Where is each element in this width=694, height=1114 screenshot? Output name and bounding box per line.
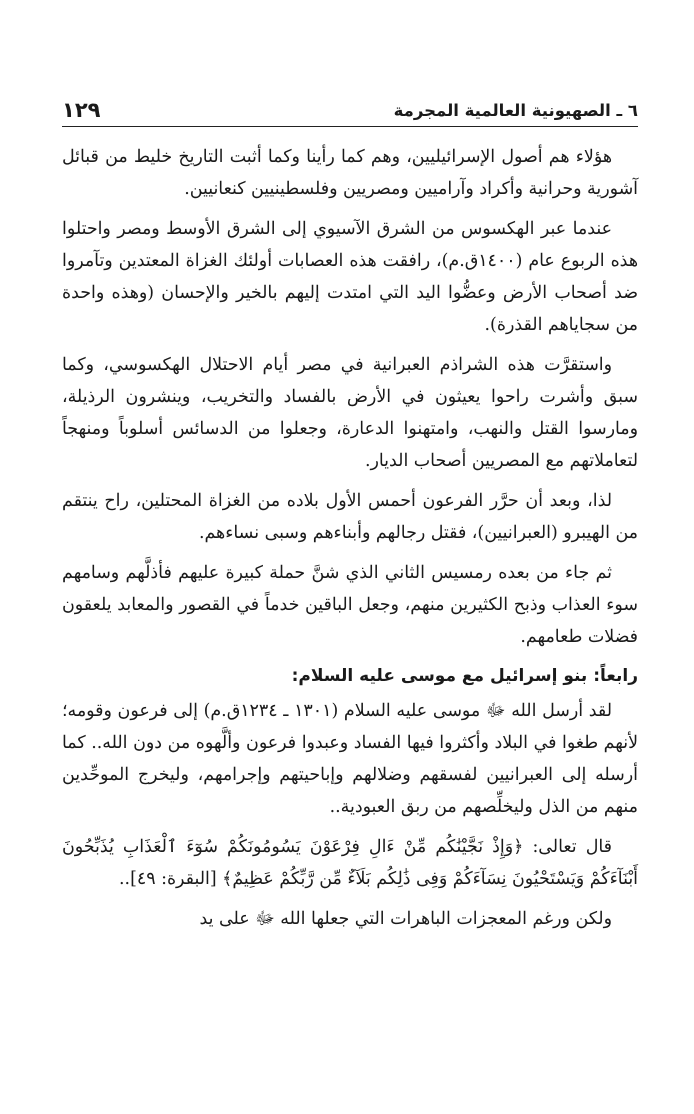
- section-paragraph: لقد أرسل الله ﷻ موسى عليه السلام (١٣٠١ ـ ١٢٣٤ق.م) إلى فرعون وقومه؛ لأنهم طغوا في البلاد وأكثروا فيها الفساد وعبدوا فرعون وألَّهوه من دون الله.. كما أرسله إلى العبرانيين لفسقهم وضلالهم وإباحيتهم وإجرامهم، وليخرج الموحِّدين منهم من الذل وليخلِّصهم من ربق العبودية..: [62, 701, 638, 817]
- running-header: [62, 86, 638, 127]
- paragraph: ثم جاء من بعده رمسيس الثاني الذي شنَّ حملة كبيرة عليهم فأذلَّهم وسامهم سوء العذاب وذبح الكثيرين منهم، وجعل الباقين خدماً في القصور والمعابد يلعقون فضلات طعامهم.: [62, 563, 638, 647]
- paragraph: هؤلاء هم أصول الإسرائيليين، وهم كما رأينا وكما أثبت التاريخ خليط من قبائل آشورية وحرانية وأكراد وآراميين ومصريين وفلسطينيين كنعانيين.: [62, 147, 638, 199]
- page-number: ١٢٩: [62, 98, 101, 122]
- book-page: [62, 86, 638, 1114]
- chapter-title: ٦ ـ الصهيونية العالمية المجرمة: [393, 101, 638, 120]
- section-heading: رابعاً: بنو إسرائيل مع موسى عليه السلام:: [291, 666, 638, 686]
- paragraph: لذا، وبعد أن حرَّر الفرعون أحمس الأول بلاده من الغزاة المحتلين، راح ينتقم من الهيبرو (العبرانيين)، فقتل رجالهم وأبناءهم وسبى نساءهم.: [62, 491, 638, 543]
- quran-intro: قال تعالى:: [523, 837, 612, 857]
- quran-citation: [البقرة: ٤٩]..: [119, 869, 223, 889]
- quran-paragraph: [62, 831, 638, 895]
- quran-verse: ﴿وَإِذْ نَجَّيْنَٰكُم مِّنْ ءَالِ فِرْعَوْنَ يَسُومُونَكُمْ سُوٓءَ ٱلْعَذَابِ يُذَبِّحُونَ أَبْنَآءَكُمْ وَيَسْتَحْيُونَ نِسَآءَكُمْ وَفِى ذَٰلِكُم بَلَآءٌ مِّن رَّبِّكُمْ عَظِيمٌ﴾: [62, 837, 638, 889]
- paragraph: واستقرَّت هذه الشراذم العبرانية في مصر أيام الاحتلال الهكسوسي، وكما سبق وأشرت راحوا يعيثون في الأرض بالفساد والتخريب، وينشرون الرذيلة، ومارسوا القتل والنهب، وامتهنوا الدعارة، وجعلوا من الدسائس أسلوباً ومنهجاً لتعاملاتهم مع المصريين أصحاب الديار.: [62, 355, 638, 471]
- paragraph: عندما عبر الهكسوس من الشرق الآسيوي إلى الشرق الأوسط ومصر واحتلوا هذه الربوع عام (١٤٠٠ق.م)، رافقت هذه العصابات أولئك الغزاة المعتدين وتآمروا ضد أصحاب الأرض وعضُّوا اليد التي امتدت إليهم بالخير والإحسان (وهذه واحدة من سجاياهم القذرة).: [62, 219, 638, 335]
- body-text: [62, 141, 638, 935]
- closing-paragraph: ولكن ورغم المعجزات الباهرات التي جعلها الله ﷻ على يد: [199, 909, 612, 929]
